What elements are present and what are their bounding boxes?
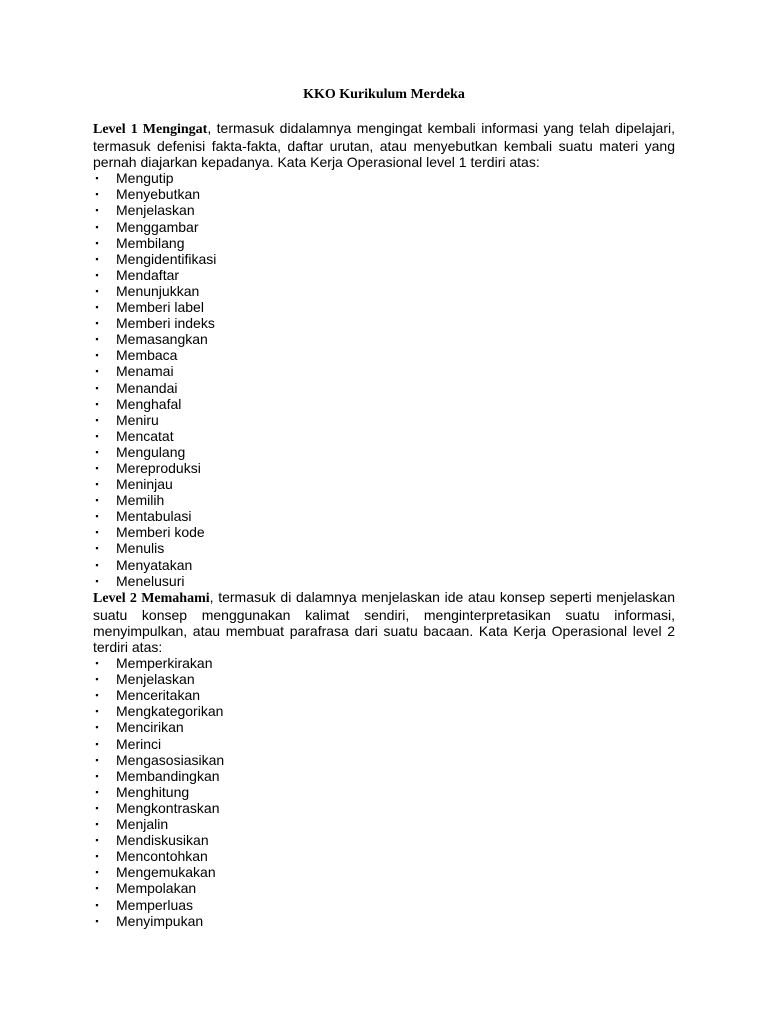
list-item-text: Mempolakan — [116, 880, 197, 897]
list-item-text: Mencontohkan — [116, 848, 208, 865]
list-item — [93, 363, 675, 379]
list-item-text: Menulis — [116, 540, 165, 557]
list-item-text: Menjelaskan — [116, 671, 195, 688]
list-item-text: Menceritakan — [116, 687, 201, 704]
bullet-icon: ▪ — [95, 658, 99, 669]
list-item-text: Mengutip — [116, 170, 174, 187]
list-item-text: Membilang — [116, 234, 185, 251]
bullet-icon: ▪ — [95, 205, 99, 216]
bullet-icon: ▪ — [95, 318, 99, 329]
list-item — [93, 768, 675, 784]
list-item — [93, 299, 675, 315]
bullet-icon: ▪ — [95, 899, 99, 910]
bullet-icon: ▪ — [95, 738, 99, 749]
list-item-text: Mengasosiasikan — [116, 751, 225, 768]
bullet-icon: ▪ — [95, 189, 99, 200]
level-2-verb-list — [93, 655, 675, 929]
list-item-text: Merinci — [116, 735, 162, 752]
level-1-verb-list — [93, 170, 675, 588]
list-item — [93, 913, 675, 929]
list-item-text: Memilih — [116, 492, 165, 509]
level-1-heading: Level 1 Mengingat — [93, 122, 208, 137]
list-item — [93, 752, 675, 768]
list-item — [93, 832, 675, 848]
level-2-section — [93, 589, 675, 929]
list-item-text: Memberi kode — [116, 524, 205, 541]
level-2-heading: Level 2 Memahami — [93, 590, 210, 606]
bullet-icon: ▪ — [95, 221, 99, 232]
bullet-icon: ▪ — [95, 382, 99, 393]
bullet-icon: ▪ — [95, 770, 99, 781]
list-item-text: Memperluas — [116, 896, 194, 913]
bullet-icon: ▪ — [95, 253, 99, 264]
list-item — [93, 508, 675, 524]
bullet-icon: ▪ — [95, 269, 99, 280]
list-item-text: Menjalin — [116, 816, 169, 833]
bullet-icon: ▪ — [95, 819, 99, 830]
list-item-text: Menandai — [116, 379, 178, 396]
bullet-icon: ▪ — [95, 835, 99, 846]
bullet-icon: ▪ — [95, 851, 99, 862]
bullet-icon: ▪ — [95, 575, 99, 586]
list-item-text: Menghitung — [116, 783, 190, 800]
list-item — [93, 573, 675, 589]
bullet-icon: ▪ — [95, 495, 99, 506]
list-item — [93, 671, 675, 687]
list-item-text: Menamai — [116, 363, 174, 380]
list-item — [93, 736, 675, 752]
list-item — [93, 492, 675, 508]
level-1-description: , termasuk didalamnya mengingat kembali informasi yang telah dipelajari, termasuk defenisi fakta-fakta, daftar urutan, atau menyebutkan kembali suatu materi yang pernah diajarkan kepadanya. Kata Kerja Operasional level 1 terdiri atas: — [93, 120, 675, 171]
list-item — [93, 331, 675, 347]
bullet-icon: ▪ — [95, 398, 99, 409]
document-title: KKO Kurikulum Merdeka — [303, 87, 465, 102]
list-item — [93, 557, 675, 573]
bullet-icon: ▪ — [95, 867, 99, 878]
list-item-text: Mengulang — [116, 443, 186, 460]
bullet-icon: ▪ — [95, 674, 99, 685]
bullet-icon: ▪ — [95, 334, 99, 345]
list-item-text: Menjelaskan — [116, 202, 195, 219]
list-item-text: Memberi label — [116, 299, 204, 316]
bullet-icon: ▪ — [95, 285, 99, 296]
bullet-icon: ▪ — [95, 883, 99, 894]
list-item — [93, 848, 675, 864]
list-item-text: Menunjukkan — [116, 282, 200, 299]
list-item-text: Menghafal — [116, 395, 182, 412]
bullet-icon: ▪ — [95, 722, 99, 733]
list-item — [93, 186, 675, 202]
list-item-text: Menyimpukan — [116, 912, 204, 929]
list-item-text: Menelusuri — [116, 572, 185, 589]
list-item — [93, 540, 675, 556]
list-item — [93, 235, 675, 251]
list-item — [93, 460, 675, 476]
list-item — [93, 897, 675, 913]
bullet-icon: ▪ — [95, 706, 99, 717]
list-item — [93, 444, 675, 460]
bullet-icon: ▪ — [95, 802, 99, 813]
list-item — [93, 880, 675, 896]
list-item — [93, 800, 675, 816]
level-2-paragraph — [93, 589, 675, 655]
list-item — [93, 655, 675, 671]
bullet-icon: ▪ — [95, 915, 99, 926]
bullet-icon: ▪ — [95, 414, 99, 425]
bullet-icon: ▪ — [95, 479, 99, 490]
list-item — [93, 703, 675, 719]
list-item-text: Mengkontraskan — [116, 799, 220, 816]
list-item-text: Mendiskusikan — [116, 832, 209, 849]
list-item-text: Mengidentifikasi — [116, 250, 217, 267]
list-item — [93, 170, 675, 186]
list-item — [93, 412, 675, 428]
bullet-icon: ▪ — [95, 350, 99, 361]
bullet-icon: ▪ — [95, 302, 99, 313]
level-1-paragraph — [93, 120, 675, 170]
bullet-icon: ▪ — [95, 543, 99, 554]
list-item — [93, 428, 675, 444]
list-item — [93, 347, 675, 363]
list-item-text: Memberi indeks — [116, 315, 215, 332]
list-item-text: Meninjau — [116, 476, 173, 493]
list-item — [93, 251, 675, 267]
bullet-icon: ▪ — [95, 462, 99, 473]
bullet-icon: ▪ — [95, 511, 99, 522]
list-item — [93, 524, 675, 540]
list-item — [93, 380, 675, 396]
list-item-text: Mentabulasi — [116, 508, 192, 525]
list-item-text: Menyatakan — [116, 556, 193, 573]
level-1-section — [93, 120, 675, 589]
document-page — [93, 87, 675, 929]
bullet-icon: ▪ — [95, 786, 99, 797]
bullet-icon: ▪ — [95, 446, 99, 457]
list-item — [93, 476, 675, 492]
bullet-icon: ▪ — [95, 366, 99, 377]
list-item-text: Menyebutkan — [116, 186, 201, 203]
list-item — [93, 315, 675, 331]
list-item-text: Memperkirakan — [116, 655, 213, 672]
list-item — [93, 719, 675, 735]
bullet-icon: ▪ — [95, 173, 99, 184]
bullet-icon: ▪ — [95, 237, 99, 248]
list-item — [93, 816, 675, 832]
bullet-icon: ▪ — [95, 754, 99, 765]
level-2-description: , termasuk di dalamnya menjelaskan ide atau konsep seperti menjelaskan suatu konsep menggunakan kalimat sendiri, menginterpretasikan suatu informasi, menyimpulkan, atau membuat parafrasa dari suatu bacaan. Kata Kerja Operasional level 2 terdiri atas: — [93, 588, 675, 655]
list-item — [93, 267, 675, 283]
list-item — [93, 202, 675, 218]
list-item — [93, 687, 675, 703]
bullet-icon: ▪ — [95, 690, 99, 701]
bullet-icon: ▪ — [95, 527, 99, 538]
list-item-text: Memasangkan — [116, 331, 208, 348]
list-item — [93, 864, 675, 880]
list-item — [93, 784, 675, 800]
list-item-text: Mencatat — [116, 427, 174, 444]
list-item-text: Membaca — [116, 347, 178, 364]
list-item-text: Mengkategorikan — [116, 703, 224, 720]
bullet-icon: ▪ — [95, 559, 99, 570]
list-item — [93, 396, 675, 412]
list-item — [93, 283, 675, 299]
list-item-text: Mencirikan — [116, 719, 184, 736]
list-item-text: Mendaftar — [116, 266, 180, 283]
list-item — [93, 219, 675, 235]
list-item-text: Mereproduksi — [116, 459, 201, 476]
list-item-text: Membandingkan — [116, 767, 220, 784]
bullet-icon: ▪ — [95, 430, 99, 441]
list-item-text: Menggambar — [116, 218, 199, 235]
list-item-text: Meniru — [116, 411, 159, 428]
list-item-text: Mengemukakan — [116, 864, 216, 881]
